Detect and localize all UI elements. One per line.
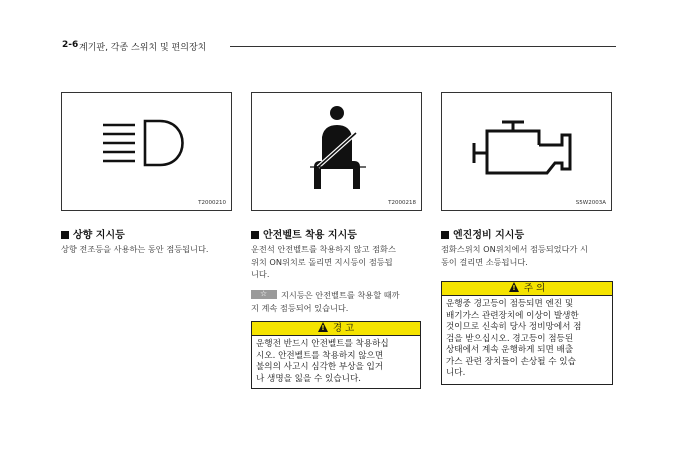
- figure-engine: [441, 92, 612, 211]
- section-title: 계기판, 각종 스위치 및 편의장치: [79, 43, 207, 53]
- figure-seatbelt: [251, 92, 422, 211]
- heading-engine: 엔진정비 지시등: [441, 226, 524, 241]
- caution-text: 운행중 경고등이 점등되면 엔진 및 배기가스 관련장치에 이상이 발생한 것이므로 신속히 당사 정비망에서 점 검을 받으십시오. 경고등이 점등된 상태에서 계속 운행하게 되면 배출 가스 관련 장치들이 손상될 수 있습 니다.: [446, 299, 582, 378]
- warning-box: [251, 321, 421, 389]
- page-number: 2-6: [62, 40, 79, 50]
- caution-title-bar: !주 의: [442, 282, 612, 296]
- warning-text: 운행전 반드시 안전벨트를 착용하십 시오. 안전벨트를 착용하지 않으면 불의의 사고시 심각한 부상을 입거 나 생명을 잃을 수 있습니다.: [256, 339, 389, 384]
- seatbelt-description: 운전석 안전벨트를 착용하지 않고 점화스 위치 ON위치로 돌리면 지시등이 점등됩 니다.: [251, 244, 396, 279]
- warning-title-bar: !경 고: [252, 322, 420, 336]
- high-beam-headlamp-icon: [62, 93, 233, 212]
- seatbelt-person-icon: [252, 93, 423, 212]
- engine-icon: [442, 93, 613, 212]
- bullet-square-icon: [61, 231, 69, 239]
- figure-code: T2000210: [198, 200, 226, 206]
- page-header: [62, 40, 616, 54]
- engine-description: 점화스위치 ON위치에서 점등되었다가 시 동이 걸리면 소등됩니다.: [441, 244, 588, 267]
- note-icon: [251, 290, 277, 299]
- bullet-square-icon: [441, 231, 449, 239]
- bullet-square-icon: [251, 231, 259, 239]
- warning-triangle-icon: [509, 282, 519, 292]
- heading-high-beam: 상향 지시등: [61, 226, 125, 241]
- caution-box: [441, 281, 613, 385]
- seatbelt-note: ☆지시등은 안전벨트를 착용할 때까 지 계속 점등되어 있습니다.: [251, 289, 400, 314]
- warning-triangle-icon: [318, 322, 328, 332]
- header-rule: [230, 46, 616, 47]
- figure-code: T2000218: [388, 200, 416, 206]
- figure-code: S5W2003A: [575, 200, 606, 206]
- heading-seatbelt: 안전벨트 착용 지시등: [251, 226, 357, 241]
- figure-high-beam: [61, 92, 232, 211]
- high-beam-description: 상향 전조등을 사용하는 동안 점등됩니다.: [61, 244, 209, 254]
